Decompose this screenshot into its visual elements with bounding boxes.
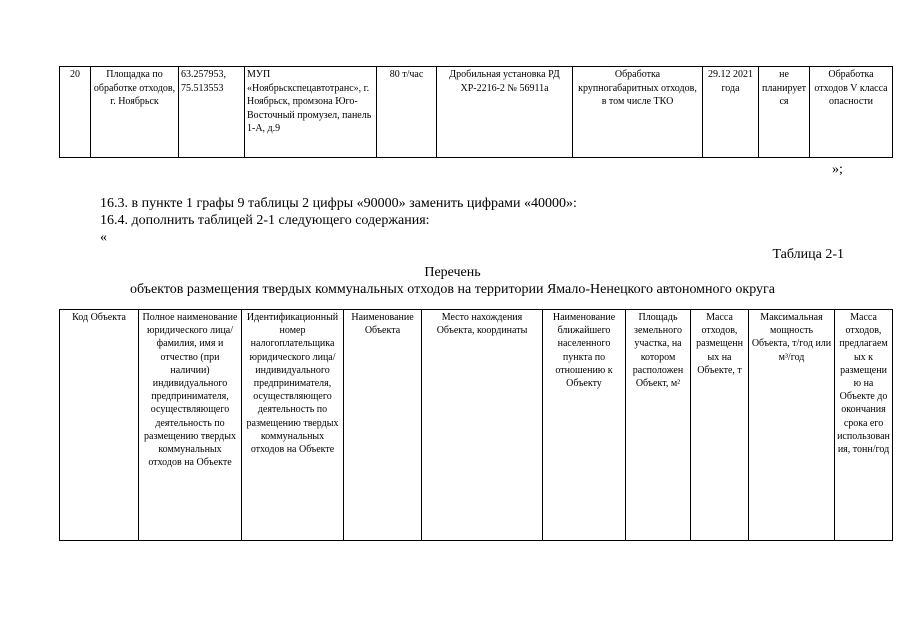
equipment-cell: Дробильная установка РД ХР-2216-2 № 56911а [437,67,573,158]
processing-type-cell: Обработка крупногабаритных отходов, в том числе ТКО [573,67,703,158]
paragraph-16-4: 16.4. дополнить таблицей 2-1 следующего содержания: [100,213,430,228]
col-header-planned-mass: Масса отходов, предлагаемых к размещению на Объекте до окончания срока его использования, тонн/год [835,310,893,541]
list-subtitle: объектов размещения твердых коммунальных отходов на территории Ямало-Ненецкого автономного округа [130,282,775,297]
col-header-settlement: Наименование ближайшего населенного пункта по отношению к Объекту [543,310,626,541]
coordinates-cell: 63.257953, 75.513553 [179,67,245,158]
table-header-row [60,310,893,541]
col-header-capacity: Максимальная мощность Объекта, т/год или м³/год [749,310,835,541]
table-row [60,67,893,158]
date-cell: 29.12 2021 года [703,67,759,158]
capacity-cell: 80 т/час [377,67,437,158]
col-header-location: Место нахождения Объекта, координаты [422,310,543,541]
operator-cell: МУП «Ноябрьскспецавтотранс», г. Ноябрьск, промзона Юго-Восточный промузел, панель 1-А, д.9 [245,67,377,158]
closing-quote: »; [832,162,843,177]
objects-list-table [59,309,893,541]
row-number-cell: 20 [60,67,91,158]
list-title: Перечень [424,265,481,280]
opening-quote: « [100,230,107,245]
waste-class-cell: Обработка отходов V класса опасности [810,67,893,158]
object-name-cell: Площадка по обработке отходов, г. Ноябрьск [91,67,179,158]
table-label: Таблица 2-1 [772,247,844,262]
plan-cell: не планируется [759,67,810,158]
col-header-legal-name: Полное наименование юридического лица/фамилия, имя и отчество (при наличии) индивидуального предпринимателя, осуществляющего деятельность по размещению твердых коммунальных отходов на Объекте [139,310,242,541]
col-header-code: Код Объекта [60,310,139,541]
previous-table-row [59,66,893,158]
col-header-object-name: Наименование Объекта [344,310,422,541]
paragraph-16-3: 16.3. в пункте 1 графы 9 таблицы 2 цифры «90000» заменить цифрами «40000»: [100,196,577,211]
col-header-inn: Идентификационный номер налогоплательщика юридического лица/ индивидуального предпринимателя, осуществляющего деятельность по размещению твердых коммунальных отходов на Объекте [242,310,344,541]
col-header-area: Площадь земельного участка, на котором расположен Объект, м² [626,310,691,541]
col-header-mass: Масса отходов, размещенных на Объекте, т [691,310,749,541]
